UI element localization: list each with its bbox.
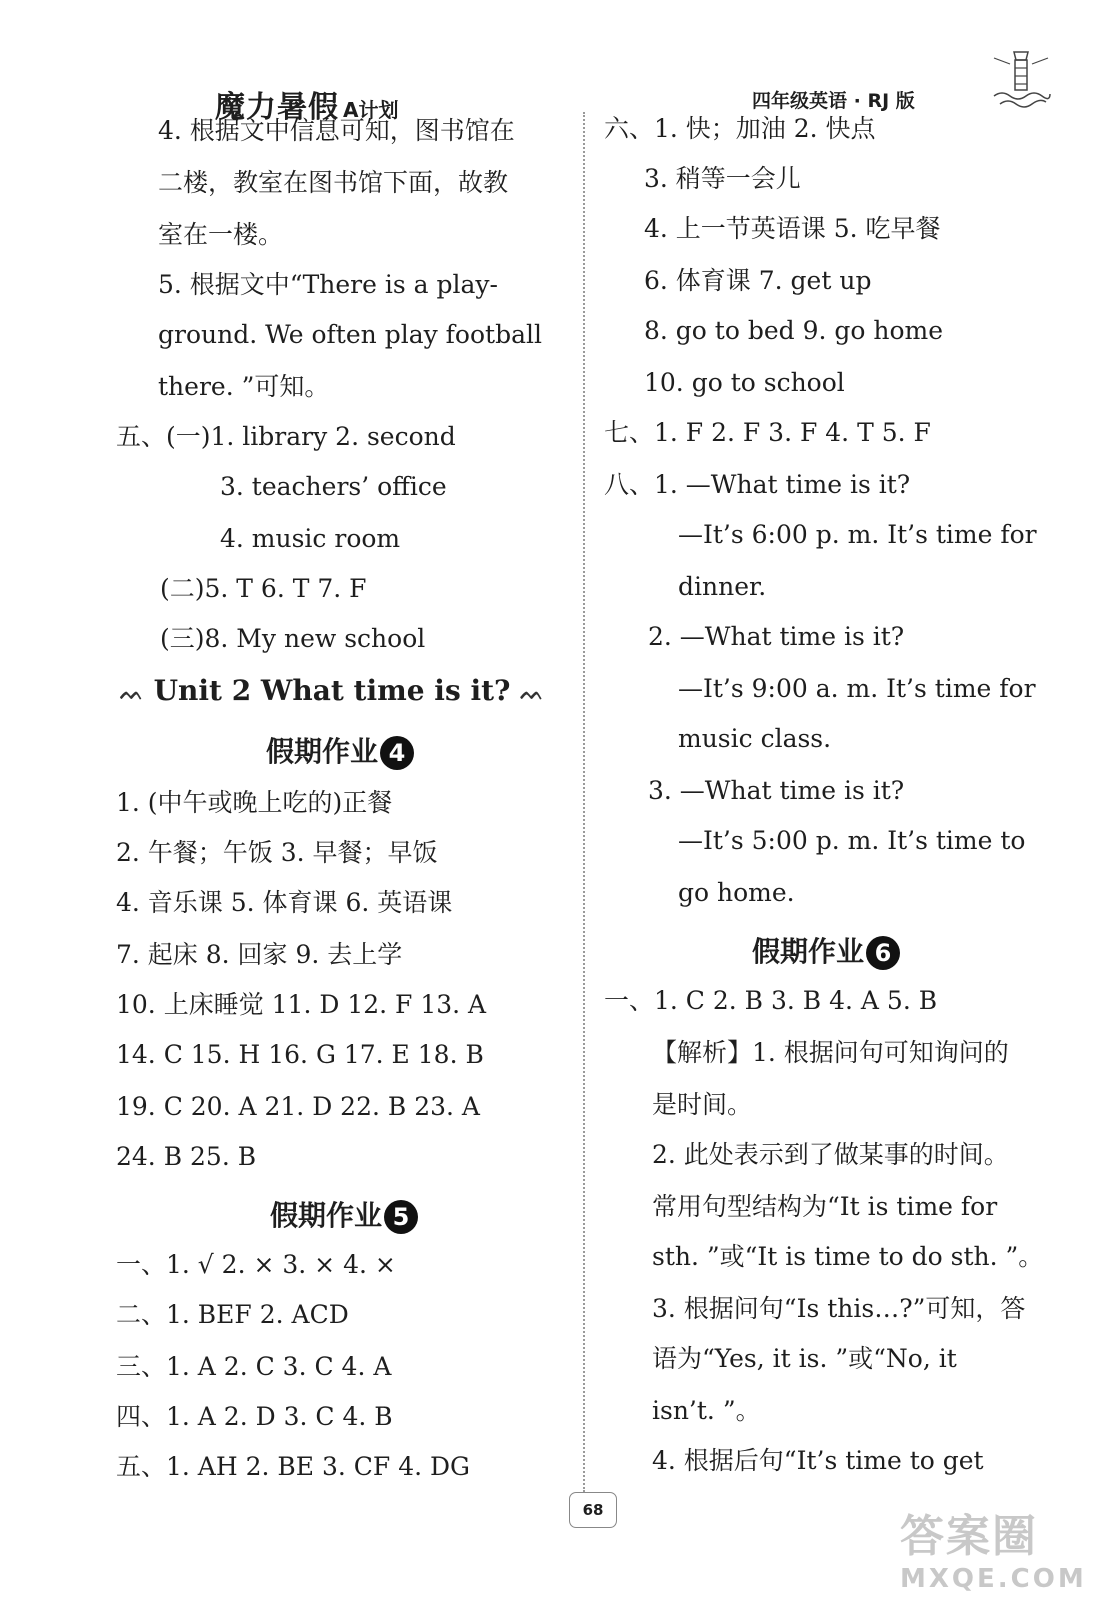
- answer-line: 7. 起床 8. 回家 9. 去上学: [116, 940, 403, 969]
- answer-line: 是时间。: [652, 1090, 753, 1119]
- grade-subject: 四年级英语 · RJ 版: [752, 90, 915, 112]
- brand-subtitle: A计划: [343, 98, 399, 122]
- homework-number: 5: [384, 1200, 418, 1234]
- answer-line: 4. music room: [220, 524, 401, 553]
- answer-line: 5. 根据文中“There is a play-: [158, 270, 498, 299]
- answer-line: 2. 此处表示到了做某事的时间。: [652, 1140, 1009, 1169]
- watermark-logo-text: 答案圈: [900, 1511, 1038, 1562]
- homework-label: 假期作业: [266, 735, 379, 768]
- homework-label: 假期作业: [752, 935, 865, 968]
- answer-line: 六、1. 快；加油 2. 快点: [604, 114, 876, 143]
- answer-line: 二、1. BEF 2. ACD: [116, 1300, 349, 1329]
- answer-line: 4. 根据文中信息可知，图书馆在: [158, 116, 515, 145]
- answer-line: 五、1. AH 2. BE 3. CF 4. DG: [116, 1452, 471, 1481]
- homework-label: 假期作业: [270, 1199, 383, 1232]
- answer-line: isn’t. ”。: [652, 1396, 761, 1425]
- answer-line: 4. 音乐课 5. 体育课 6. 英语课: [116, 888, 453, 917]
- homework-heading: [266, 730, 414, 770]
- answer-line: 五、(一)1. library 2. second: [116, 422, 456, 451]
- answer-line: 四、1. A 2. D 3. C 4. B: [116, 1402, 393, 1431]
- answer-line: 24. B 25. B: [116, 1142, 257, 1171]
- answer-line: 3. 稍等一会儿: [644, 164, 801, 193]
- answer-line: 语为“Yes, it is. ”或“No, it: [652, 1344, 957, 1373]
- answer-line: —It’s 6:00 p. m. It’s time for: [678, 520, 1037, 549]
- answer-line: —It’s 5:00 p. m. It’s time to: [678, 826, 1026, 855]
- answer-line: 2. 午餐；午饭 3. 早餐；早饭: [116, 838, 438, 867]
- answer-line: 19. C 20. A 21. D 22. B 23. A: [116, 1092, 480, 1121]
- answer-line: 八、1. —What time is it?: [604, 470, 911, 499]
- answer-line: sth. ”或“It is time to do sth. ”。: [652, 1242, 1044, 1271]
- answer-line: dinner.: [678, 572, 767, 601]
- column-divider: [583, 112, 585, 1492]
- answer-line: 【解析】1. 根据问句可知询问的: [652, 1038, 1009, 1067]
- homework-heading: [270, 1194, 418, 1234]
- answer-line: 七、1. F 2. F 3. F 4. T 5. F: [604, 418, 931, 447]
- answer-line: 三、1. A 2. C 3. C 4. A: [116, 1352, 392, 1381]
- answer-line: there. ”可知。: [158, 372, 330, 401]
- answer-line: 3. 根据问句“Is this…?”可知，答: [652, 1294, 1026, 1323]
- answer-line: 一、1. C 2. B 3. B 4. A 5. B: [604, 986, 938, 1015]
- answer-line: 3. teachers’ office: [220, 472, 447, 501]
- answer-line: 室在一楼。: [158, 220, 284, 249]
- answer-line: 二楼，教室在图书馆下面，故教: [158, 168, 509, 197]
- answer-line: 14. C 15. H 16. G 17. E 18. B: [116, 1040, 484, 1069]
- answer-line: 4. 根据后句“It’s time to get: [652, 1446, 984, 1475]
- answer-line: —It’s 9:00 a. m. It’s time for: [678, 674, 1036, 703]
- unit-title-text: Unit 2 What time is it?: [153, 674, 511, 707]
- brand-name: 魔力暑假: [215, 90, 339, 125]
- homework-number: 4: [380, 736, 414, 770]
- answer-line: 10. go to school: [644, 368, 845, 397]
- answer-line: music class.: [678, 724, 832, 753]
- decoration-icon: ᨓ: [120, 680, 144, 705]
- answer-line: 2. —What time is it?: [648, 622, 905, 651]
- answer-line: 常用句型结构为“It is time for: [652, 1192, 998, 1221]
- answer-line: ground. We often play football: [158, 320, 542, 349]
- page-number: 68: [569, 1492, 617, 1528]
- answer-line: 3. —What time is it?: [648, 776, 905, 805]
- watermark: [900, 1500, 1087, 1594]
- answer-line: 4. 上一节英语课 5. 吃早餐: [644, 214, 941, 243]
- homework-number: 6: [866, 936, 900, 970]
- answer-line: (三)8. My new school: [160, 624, 426, 653]
- answer-line: 10. 上床睡觉 11. D 12. F 13. A: [116, 990, 487, 1019]
- answer-line: go home.: [678, 878, 795, 907]
- answer-line: 1. (中午或晚上吃的)正餐: [116, 788, 393, 817]
- answer-line: 6. 体育课 7. get up: [644, 266, 872, 295]
- watermark-url: MXQE.COM: [900, 1564, 1087, 1594]
- answer-line: 8. go to bed 9. go home: [644, 316, 944, 345]
- lighthouse-icon: [990, 44, 1052, 110]
- homework-heading: [752, 930, 900, 970]
- unit-title: [120, 674, 544, 707]
- answer-line: 一、1. √ 2. × 3. × 4. ×: [116, 1250, 396, 1279]
- decoration-icon: ᨓ: [520, 680, 545, 705]
- answer-line: (二)5. T 6. T 7. F: [160, 574, 367, 603]
